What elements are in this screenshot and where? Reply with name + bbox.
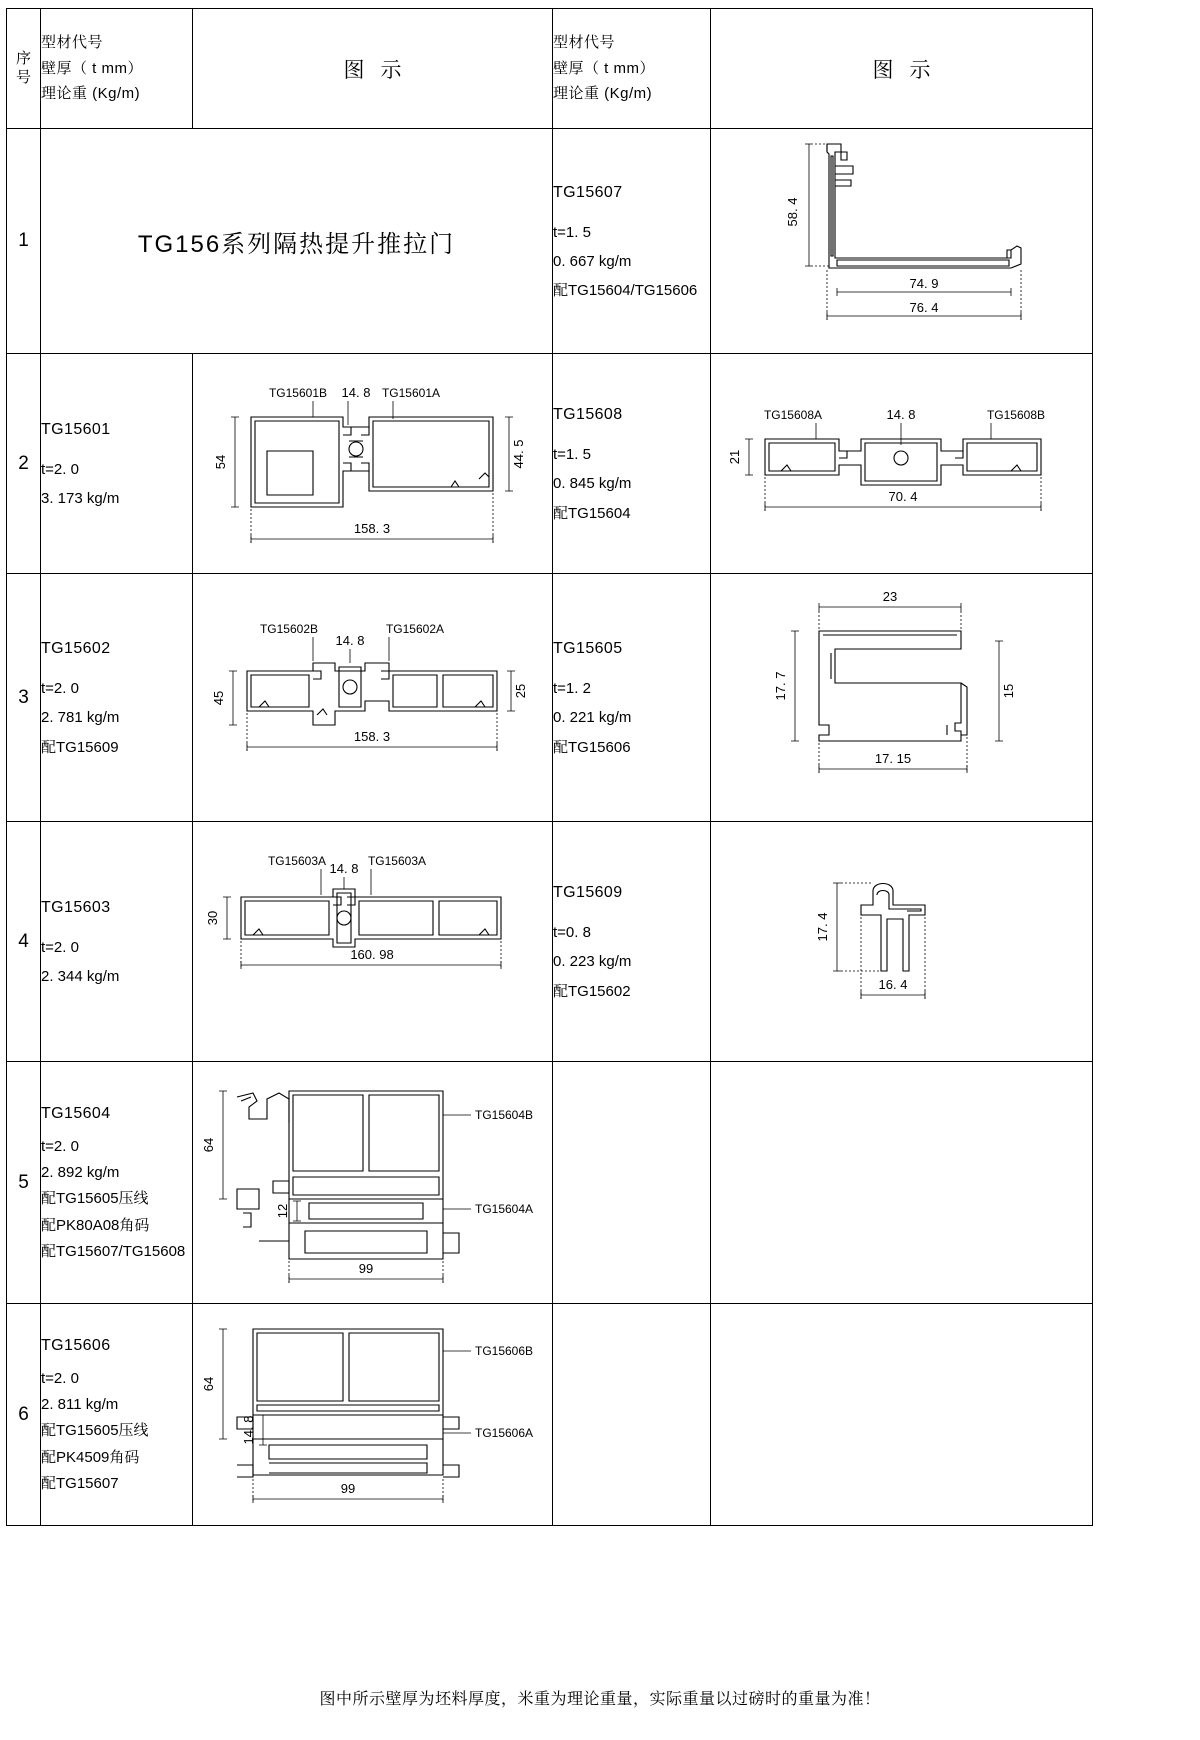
label-bottom: TG15606A (475, 1425, 534, 1440)
profile-info-tg15602 (41, 574, 193, 822)
profile-extra-2: 配PK4509角码 (41, 1448, 140, 1466)
profile-extra: 配TG15605压线 (41, 1422, 149, 1440)
profile-extra: 配TG15605压线 (41, 1190, 149, 1208)
series-title: TG156系列隔热提升推拉门 (41, 129, 553, 354)
dim-height: 30 (205, 910, 220, 925)
profile-drawing-tg15604 (193, 1062, 553, 1304)
dim-width: 158. 3 (353, 728, 391, 744)
row-seq: 1 (7, 129, 41, 354)
header-info-right (553, 9, 711, 129)
table-row (7, 1304, 1093, 1526)
dim-width-top: 74. 9 (909, 276, 939, 291)
label-bottom: TG15604A (475, 1201, 534, 1216)
profile-code: TG15603 (41, 898, 111, 916)
profile-info-tg15603 (41, 822, 193, 1062)
dim-h-left: 45 (211, 690, 226, 705)
profile-code: TG15607 (553, 183, 623, 201)
header-info-thickness-2: 壁厚（ t mm） (553, 59, 655, 77)
dim-width-top: 23 (882, 588, 898, 604)
dim-h-left: 17. 7 (773, 671, 788, 700)
header-info-weight-2: 理论重 (Kg/m) (553, 85, 653, 103)
table-row (7, 574, 1093, 822)
label-right: TG15603A (367, 853, 427, 868)
row-seq: 4 (7, 822, 41, 1062)
profile-weight: 3. 173 kg/m (41, 490, 120, 508)
dim-h-left: 64 (201, 1376, 216, 1391)
profile-extra: 配TG15602 (553, 982, 631, 1000)
profile-weight: 2. 892 kg/m (41, 1164, 120, 1182)
dim-width-bottom: 76. 4 (909, 300, 939, 315)
label-right: TG15601A (381, 385, 441, 400)
profile-extra: 配TG15609 (41, 738, 119, 756)
label-mid: 14. 8 (335, 632, 365, 648)
label-left: TG15602B (259, 621, 319, 636)
row-seq: 6 (7, 1304, 41, 1526)
row-seq: 5 (7, 1062, 41, 1304)
dim-h-inner: 12 (275, 1203, 290, 1218)
profile-weight: 0. 223 kg/m (553, 953, 632, 971)
dim-h-left: 54 (213, 454, 228, 469)
dim-width: 158. 3 (353, 520, 391, 536)
label-right: TG15608B (986, 407, 1046, 422)
profile-code: TG15601 (41, 420, 111, 438)
dim-h-inner: 14. 8 (241, 1415, 256, 1444)
profile-drawing-tg15603 (193, 822, 553, 1062)
header-info-weight: 理论重 (Kg/m) (41, 85, 141, 103)
profile-extra-3: 配TG15607 (41, 1474, 119, 1492)
label-top: TG15606B (475, 1343, 534, 1358)
footnote: 图中所示壁厚为坯料厚度，米重为理论重量，实际重量以过磅时的重量为准！ (319, 1691, 881, 1708)
profile-weight: 0. 221 kg/m (553, 709, 632, 727)
row-seq: 2 (7, 354, 41, 574)
profile-thickness: t=2. 0 (41, 1369, 79, 1387)
dim-width: 99 (358, 1260, 374, 1276)
profile-thickness: t=2. 0 (41, 460, 79, 478)
profile-weight: 0. 667 kg/m (553, 252, 632, 270)
profile-info-tg15607 (553, 129, 711, 354)
profile-weight: 2. 781 kg/m (41, 709, 120, 727)
profile-extra-3: 配TG15607/TG15608 (41, 1242, 186, 1260)
empty-info-cell (553, 1062, 711, 1304)
profile-thickness: t=2. 0 (41, 938, 79, 956)
dim-height: 17. 4 (815, 912, 830, 941)
dim-width: 70. 4 (888, 488, 918, 504)
label-right: TG15602A (385, 621, 445, 636)
header-seq (7, 9, 41, 129)
profile-code: TG15606 (41, 1336, 111, 1354)
profile-thickness: t=1. 2 (553, 680, 591, 698)
profile-extra: 配TG15606 (553, 738, 631, 756)
profile-drawing-tg15606 (193, 1304, 553, 1526)
profile-drawing-tg15607 (711, 129, 1093, 354)
header-info-code: 型材代号 (41, 34, 104, 52)
profile-thickness: t=2. 0 (41, 1137, 79, 1155)
header-info-left (41, 9, 193, 129)
table-row (7, 354, 1093, 574)
profile-drawing-tg15602 (193, 574, 553, 822)
profile-weight: 2. 344 kg/m (41, 968, 120, 986)
dim-h-right: 44. 5 (511, 439, 526, 468)
label-mid: 14. 8 (886, 406, 916, 422)
table-row (7, 1062, 1093, 1304)
empty-drawing-cell (711, 1062, 1093, 1304)
label-left: TG15601B (268, 385, 328, 400)
dim-width: 99 (340, 1480, 356, 1496)
empty-drawing-cell (711, 1304, 1093, 1526)
profile-thickness: t=0. 8 (553, 924, 591, 942)
profile-info-tg15606 (41, 1304, 193, 1526)
table-row (7, 822, 1093, 1062)
header-seq-line2: 号 (15, 68, 31, 86)
profile-info-tg15604 (41, 1062, 193, 1304)
dim-height: 21 (727, 449, 742, 464)
profile-thickness: t=1. 5 (553, 446, 591, 464)
profile-code: TG15605 (553, 640, 623, 658)
empty-info-cell (553, 1304, 711, 1526)
header-info-code-2: 型材代号 (553, 34, 616, 52)
dim-width: 160. 98 (350, 946, 394, 962)
profile-spec-table (6, 8, 1093, 1526)
dim-height: 58. 4 (785, 197, 800, 227)
profile-weight: 2. 811 kg/m (41, 1396, 119, 1414)
profile-code: TG15604 (41, 1104, 111, 1122)
profile-info-tg15608 (553, 354, 711, 574)
header-drawing-left: 图示 (193, 9, 553, 129)
profile-drawing-tg15609 (711, 822, 1093, 1062)
table-header-row (7, 9, 1093, 129)
profile-extra: 配TG15604/TG15606 (553, 282, 698, 300)
profile-drawing-tg15608 (711, 354, 1093, 574)
label-mid: 14. 8 (341, 384, 371, 400)
label-left: TG15603A (267, 853, 327, 868)
header-info-thickness: 壁厚（ t mm） (41, 59, 143, 77)
profile-weight: 0. 845 kg/m (553, 475, 632, 493)
profile-info-tg15605 (553, 574, 711, 822)
profile-drawing-tg15605 (711, 574, 1093, 822)
profile-drawing-tg15601 (193, 354, 553, 574)
label-mid: 14. 8 (329, 860, 359, 876)
table-row (7, 129, 1093, 354)
label-top: TG15604B (475, 1107, 534, 1122)
profile-code: TG15608 (553, 406, 623, 424)
dim-width-bottom: 17. 15 (874, 750, 912, 766)
profile-code: TG15602 (41, 640, 111, 658)
profile-extra: 配TG15604 (553, 504, 631, 522)
header-drawing-right: 图示 (711, 9, 1093, 129)
profile-info-tg15609 (553, 822, 711, 1062)
dim-h-left: 64 (201, 1137, 216, 1152)
profile-info-tg15601 (41, 354, 193, 574)
row-seq: 3 (7, 574, 41, 822)
dim-h-right: 15 (1001, 683, 1016, 698)
label-left: TG15608A (763, 407, 823, 422)
header-seq-line1: 序 (15, 49, 31, 67)
profile-extra-2: 配PK80A08角码 (41, 1216, 150, 1234)
profile-code: TG15609 (553, 884, 623, 902)
dim-width: 16. 4 (878, 976, 908, 992)
dim-h-right: 25 (513, 683, 528, 698)
profile-thickness: t=1. 5 (553, 223, 591, 241)
profile-thickness: t=2. 0 (41, 680, 79, 698)
